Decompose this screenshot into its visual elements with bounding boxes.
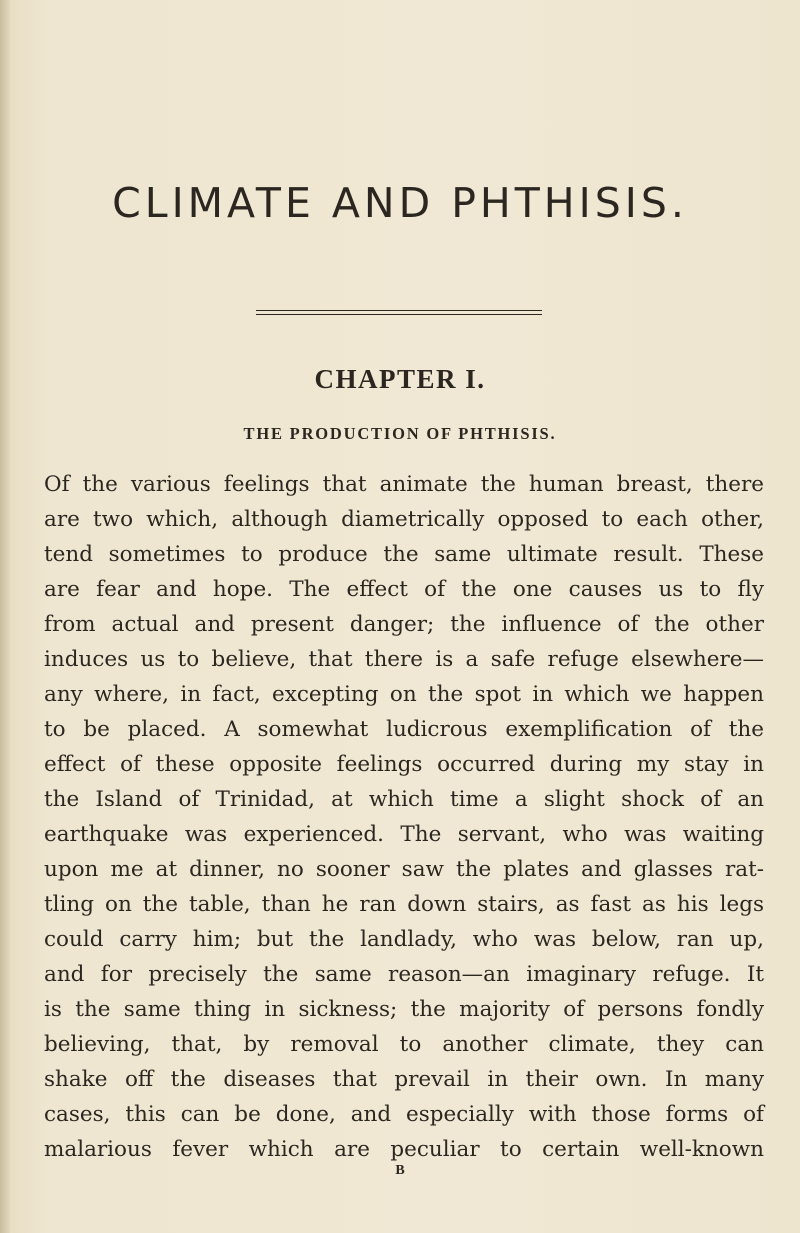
text-line: upon me at dinner, no sooner saw the plates and glasses rat-: [44, 857, 764, 882]
title-rule-lower: [256, 314, 542, 315]
section-heading: THE PRODUCTION OF PHTHISIS.: [243, 424, 557, 443]
book-title: CLIMATE AND PHTHISIS.: [112, 179, 688, 227]
text-line: tend sometimes to produce the same ultimate result. These: [44, 542, 764, 567]
text-line: any where, in fact, excepting on the spot in which we happen: [44, 682, 764, 707]
text-line: shake off the diseases that prevail in their own. In many: [44, 1067, 764, 1092]
text-line: and for precisely the same reason—an imaginary refuge. It: [44, 962, 764, 987]
text-line: are fear and hope. The effect of the one causes us to fly: [44, 577, 764, 602]
text-line: earthquake was experienced. The servant, who was waiting: [44, 822, 764, 847]
chapter-heading: CHAPTER I.: [314, 364, 486, 394]
text-line: effect of these opposite feelings occurred during my stay in: [44, 752, 764, 777]
text-line: to be placed. A somewhat ludicrous exemplification of the: [44, 717, 764, 742]
page-binding-edge: [0, 0, 10, 1233]
text-line: believing, that, by removal to another climate, they can: [44, 1032, 764, 1057]
text-line: malarious fever which are peculiar to certain well-known: [44, 1137, 764, 1162]
text-line: tling on the table, than he ran down stairs, as fast as his legs: [44, 892, 764, 917]
text-line: are two which, although diametrically opposed to each other,: [44, 507, 764, 532]
text-line: is the same thing in sickness; the majority of persons fondly: [44, 997, 764, 1022]
signature-mark: B: [395, 1163, 405, 1178]
text-line: the Island of Trinidad, at which time a slight shock of an: [44, 787, 764, 812]
text-line: Of the various feelings that animate the human breast, there: [44, 472, 764, 497]
text-line: from actual and present danger; the influence of the other: [44, 612, 764, 637]
text-line: cases, this can be done, and especially with those forms of: [44, 1102, 764, 1127]
text-line: induces us to believe, that there is a safe refuge elsewhere—: [44, 647, 764, 672]
text-line: could carry him; but the landlady, who was below, ran up,: [44, 927, 764, 952]
title-rule-upper: [256, 310, 542, 311]
body-paragraph: [44, 467, 764, 1167]
